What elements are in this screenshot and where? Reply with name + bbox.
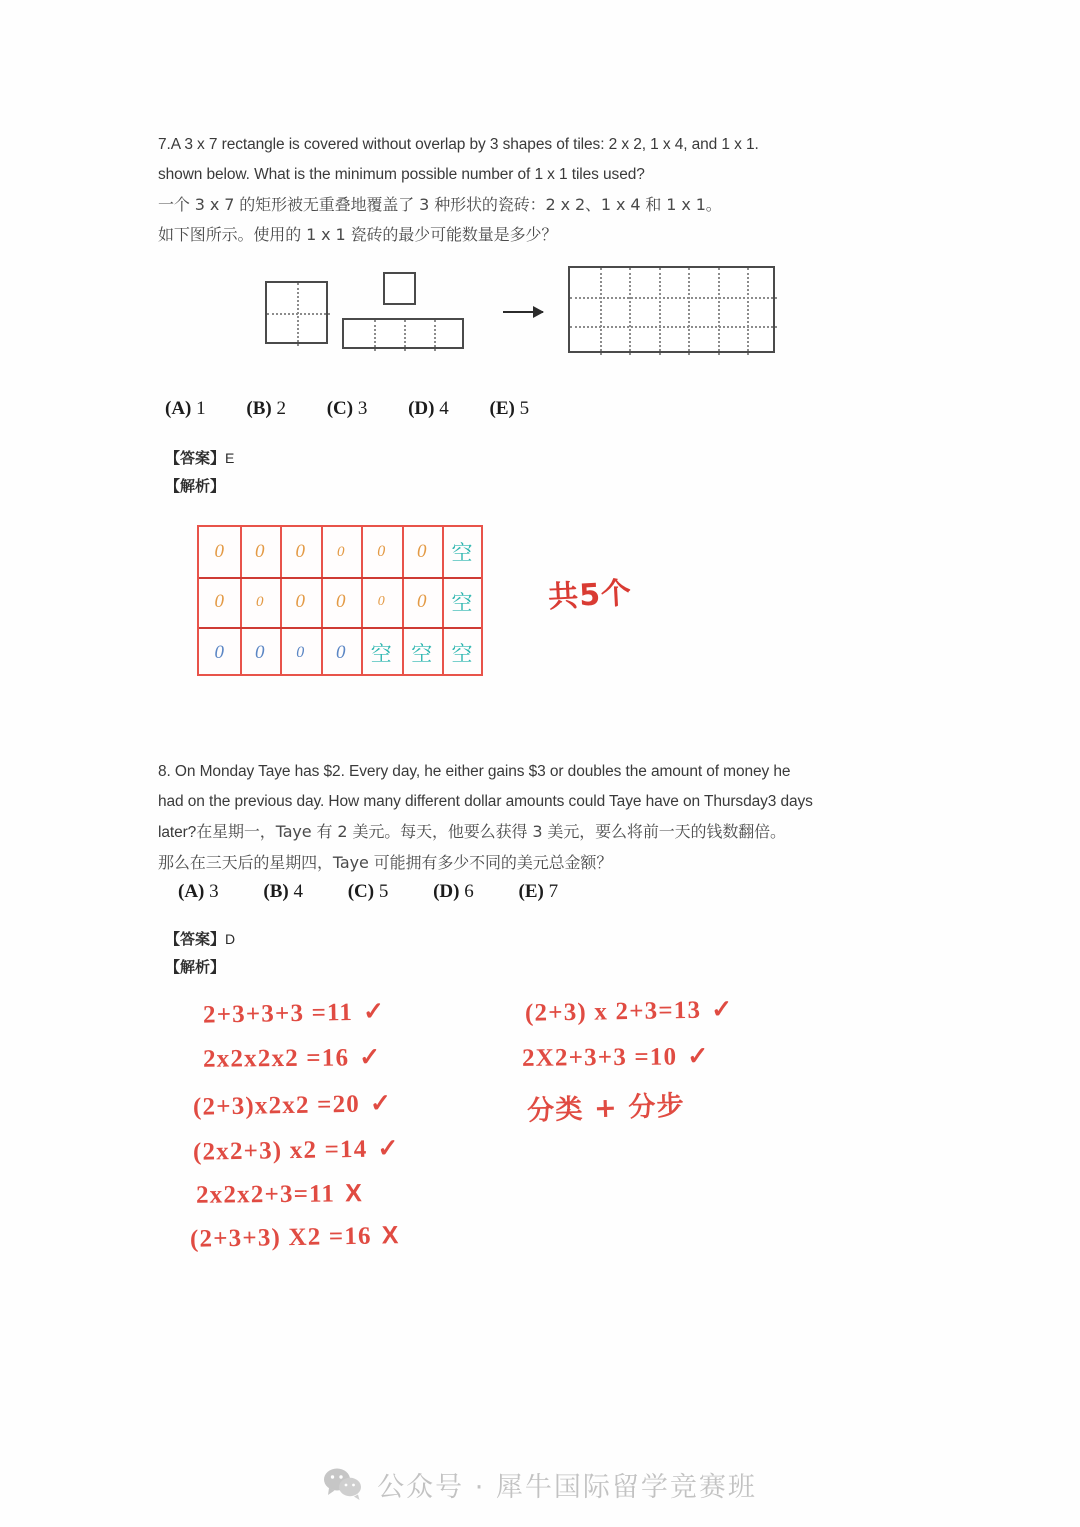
q8-choice-B-value: 4 — [293, 881, 303, 902]
q8-mixed-line-3 — [158, 817, 948, 848]
hand-mark: 0 — [337, 543, 345, 560]
q7-choice-D-label: (D) — [408, 398, 435, 419]
hand-cell-r1c5 — [361, 527, 402, 577]
hand-cell-r1c1 — [199, 527, 240, 577]
hand-cell-r1c3 — [280, 527, 321, 577]
q8-analysis-row — [165, 956, 225, 977]
q8-work-right-1-mark: ✓ — [710, 995, 734, 1024]
tile-1x4-divider-2 — [404, 320, 406, 351]
grid-divider-v-2 — [629, 268, 631, 355]
handwritten-total-note: 共5个 — [547, 575, 633, 616]
hand-mark: 空 — [451, 541, 473, 565]
q8-choice-C-label: (C) — [347, 881, 375, 902]
grid-divider-v-5 — [718, 268, 720, 355]
q7-choice-A-value: 1 — [196, 398, 206, 419]
hand-cell-r2c1 — [199, 577, 240, 627]
hand-cell-r3c2 — [240, 627, 281, 678]
q8-choice-E-value: 7 — [548, 881, 559, 902]
hand-cell-r1c2 — [240, 527, 281, 577]
tile-1x4 — [342, 318, 464, 349]
tile-1x1 — [383, 272, 416, 305]
q8-work-left-1-mark: ✓ — [362, 997, 386, 1026]
q7-answer-tag: 【答案】 — [165, 449, 226, 467]
hand-mark: 0 — [296, 643, 305, 661]
q7-cn-line-1: 一个 3 x 7 的矩形被无重叠地覆盖了 3 种形状的瓷砖：2 x 2、1 x 4 和 1 x 1。 — [158, 195, 722, 214]
q8-work-left-2-expr: 2x2x2x2 =16 — [202, 1044, 350, 1073]
hand-cell-r3c3 — [280, 627, 321, 678]
hand-mark: 0 — [214, 591, 224, 612]
q7-analysis-row — [165, 475, 225, 496]
q8-work-left-5-mark: X — [344, 1179, 364, 1208]
question-7-choices — [165, 398, 529, 420]
page-footer — [0, 1441, 1080, 1527]
q8-work-left-2-mark: ✓ — [359, 1043, 382, 1072]
q7-cn-line-2: 如下图所示。使用的 1 x 1 瓷砖的最少可能数量是多少？ — [158, 225, 558, 244]
tile-2x2-divider-v — [297, 283, 299, 346]
grid-divider-v-6 — [747, 268, 749, 355]
q7-choice-C-label: (C) — [326, 398, 354, 419]
q8-work-left-5-expr: 2x2x2+3=11 — [195, 1180, 336, 1209]
tile-1x4-divider-3 — [434, 320, 436, 351]
hand-mark: 0 — [295, 591, 305, 612]
q7-analysis-tag: 【解析】 — [165, 477, 226, 495]
q8-cn-line-3: 在星期一，Taye 有 2 美元。每天，他要么获得 3 美元，要么将前一天的钱数翻倍。 — [196, 822, 786, 841]
q7-en-line-2: shown below. What is the minimum possible number of 1 x 1 tiles used? — [158, 166, 645, 183]
hand-cell-r2c2 — [240, 577, 281, 627]
hand-mark: 0 — [214, 641, 224, 663]
grid-divider-v-1 — [600, 268, 602, 355]
hand-cell-r1c6 — [402, 527, 443, 577]
q8-choice-A-label: (A) — [178, 881, 205, 902]
grid-divider-h-2 — [570, 326, 777, 328]
hand-cell-r1c7 — [442, 527, 482, 577]
hand-mark: 空 — [451, 641, 473, 666]
right-arrow-icon — [503, 311, 543, 313]
q7-answer-value: E — [225, 450, 235, 466]
hand-cell-r2c7 — [442, 577, 482, 627]
q8-work-left-6-mark: X — [381, 1221, 400, 1250]
q8-choice-D-value: 6 — [464, 881, 474, 902]
q8-work-left-3-expr: (2+3)x2x2 =20 — [192, 1090, 361, 1121]
q7-choice-E-value: 5 — [519, 398, 530, 419]
q7-choice-E[interactable] — [490, 398, 530, 420]
q8-work-left-1-expr: 2+3+3+3 =11 — [202, 998, 354, 1029]
wechat-icon — [323, 1467, 363, 1501]
q8-work-left-4 — [193, 1133, 400, 1167]
q8-work-left-4-expr: (2x2+3) x2 =14 — [192, 1135, 368, 1166]
q8-work-right-2-mark: ✓ — [687, 1042, 710, 1071]
hand-mark: 空 — [451, 591, 473, 615]
question-8-choices — [178, 881, 558, 903]
tile-2x2-divider-h — [267, 313, 330, 315]
q7-choice-B-value: 2 — [276, 398, 286, 419]
grid-divider-v-4 — [688, 268, 690, 355]
hand-mark: 0 — [336, 591, 346, 612]
q8-work-right-1 — [525, 994, 734, 1028]
q7-choice-D-value: 4 — [439, 398, 449, 419]
q7-choice-A-label: (A) — [165, 398, 192, 419]
hand-mark: 0 — [295, 541, 305, 562]
q8-work-left-4-mark: ✓ — [377, 1134, 400, 1163]
q7-choice-A[interactable] — [165, 398, 206, 420]
q8-choice-C[interactable] — [348, 881, 389, 903]
hand-cell-r2c6 — [402, 577, 443, 627]
hand-mark: 空 — [411, 641, 433, 666]
tile-diagram — [0, 0, 1080, 380]
q8-work-right-1-expr: (2+3) x 2+3=13 — [524, 996, 702, 1027]
q7-choice-C[interactable] — [327, 398, 368, 420]
q8-analysis-tag: 【解析】 — [165, 958, 226, 976]
hand-cell-r2c4 — [321, 577, 362, 627]
handwritten-solution-grid — [197, 525, 483, 676]
tile-1x4-divider-1 — [374, 320, 376, 351]
q7-choice-D[interactable] — [408, 398, 449, 420]
hand-cell-r3c6 — [402, 627, 443, 678]
q8-work-left-3 — [193, 1088, 393, 1121]
q8-answer-row — [165, 928, 235, 949]
hand-mark: 0 — [214, 541, 224, 562]
q8-choice-D[interactable] — [433, 881, 474, 903]
grid-divider-h-1 — [570, 297, 777, 299]
q8-answer-tag: 【答案】 — [165, 930, 226, 948]
q7-en-line-1: 7.A 3 x 7 rectangle is covered without overlap by 3 shapes of tiles: 2 x 2, 1 x 4, and 1 x 1. — [158, 136, 759, 153]
q7-choice-E-label: (E) — [489, 398, 515, 419]
q8-choice-E-label: (E) — [518, 881, 544, 902]
hand-cell-r1c4 — [321, 527, 362, 577]
q8-work-right-3-expr: 分类 + 分步 — [526, 1090, 686, 1127]
hand-mark: 空 — [370, 641, 392, 666]
hand-mark: 0 — [377, 594, 385, 609]
hand-mark: 0 — [417, 541, 427, 562]
q8-choice-E[interactable] — [519, 881, 559, 903]
q8-work-left-6 — [190, 1221, 400, 1254]
q8-choice-D-label: (D) — [433, 881, 460, 902]
q8-work-left-5 — [196, 1179, 363, 1209]
q8-work-left-6-expr: (2+3+3) X2 =16 — [189, 1222, 372, 1253]
q8-choice-B-label: (B) — [263, 881, 289, 902]
hand-cell-r2c3 — [280, 577, 321, 627]
hand-cell-r2c5 — [361, 577, 402, 627]
q7-choice-C-value: 3 — [357, 398, 368, 419]
hand-mark: 0 — [336, 641, 346, 663]
q8-en-line-2: had on the previous day. How many different dollar amounts could Taye have on Thursday3 days — [158, 793, 813, 810]
q7-choice-B[interactable] — [246, 398, 286, 420]
q8-work-right-3 — [526, 1083, 685, 1127]
q8-en-line-3: later? — [158, 824, 197, 841]
q7-choice-B-label: (B) — [246, 398, 272, 419]
q8-cn-line-4: 那么在三天后的星期四，Taye 可能拥有多少不同的美元总金额？ — [158, 853, 613, 872]
footer-text: 公众号 · 犀牛国际留学竞赛班 — [377, 1471, 757, 1503]
hand-mark: 0 — [417, 591, 427, 612]
q8-work-left-2 — [203, 1042, 382, 1074]
q8-answer-value: D — [225, 931, 236, 947]
q8-work-left-3-mark: ✓ — [369, 1089, 393, 1118]
hand-mark: 0 — [255, 641, 265, 663]
hand-cell-r3c1 — [199, 627, 240, 678]
tile-2x2 — [265, 281, 328, 344]
hand-mark: 0 — [256, 593, 264, 610]
target-grid-3x7 — [568, 266, 775, 353]
q8-choice-A[interactable] — [178, 881, 219, 903]
hand-mark: 0 — [255, 541, 265, 562]
q7-answer-row — [165, 447, 234, 468]
q8-en-line-1: 8. On Monday Taye has $2. Every day, he either gains $3 or doubles the amount of money he — [158, 763, 791, 780]
q8-choice-B[interactable] — [263, 881, 303, 903]
hand-cell-r3c7 — [442, 627, 482, 678]
hand-cell-r3c4 — [321, 627, 362, 678]
hand-cell-r3c5 — [361, 627, 402, 678]
grid-divider-v-3 — [659, 268, 661, 355]
q8-work-right-2-expr: 2X2+3+3 =10 — [521, 1043, 678, 1072]
q8-work-right-2 — [522, 1041, 710, 1073]
question-8-text — [158, 757, 948, 878]
q8-choice-A-value: 3 — [209, 881, 219, 902]
q8-choice-C-value: 5 — [378, 881, 389, 902]
q8-work-left-1 — [203, 996, 386, 1029]
hand-mark: 0 — [377, 543, 386, 560]
